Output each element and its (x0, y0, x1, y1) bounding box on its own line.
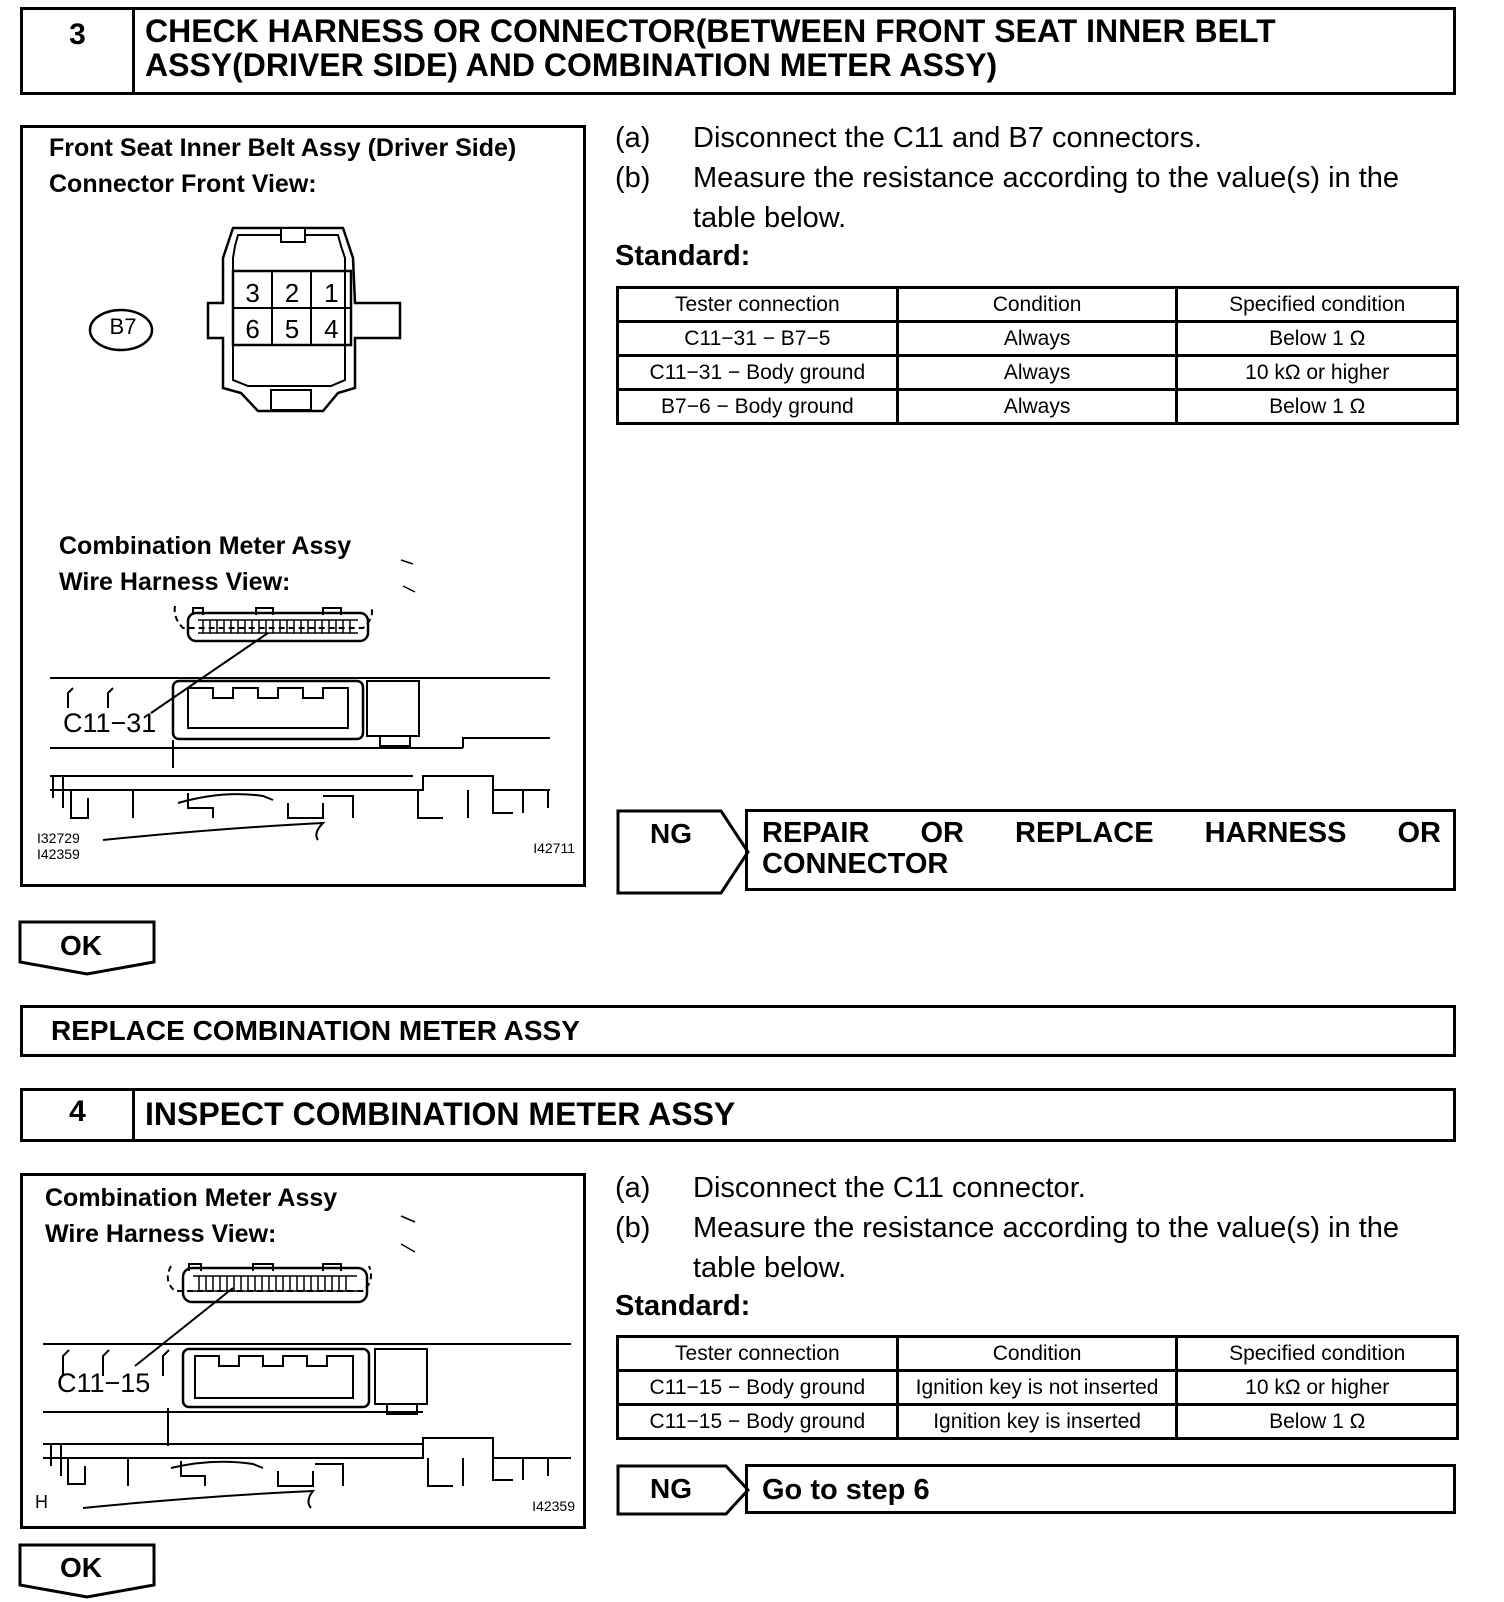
table-row: C11−15 − Body ground Ignition key is inserted Below 1 Ω (618, 1405, 1458, 1439)
table-header: Tester connection Condition Specified condition (618, 1337, 1458, 1371)
instruction-a: (a) Disconnect the C11 connector. (615, 1172, 1086, 1204)
ok-label: OK (60, 930, 102, 961)
connector-latch (281, 228, 305, 242)
meter-socket (173, 681, 363, 739)
step-number: 4 (23, 1091, 135, 1139)
pins-top-row (233, 278, 351, 309)
ng-action-line1: REPAIR OR REPLACE HARNESS OR (762, 817, 1441, 849)
ng-label: NG (650, 818, 692, 849)
step-title: INSPECT COMBINATION METER ASSY (145, 1096, 736, 1132)
pin-5: 5 (284, 314, 300, 344)
replace-result-box: REPLACE COMBINATION METER ASSY (20, 1005, 1456, 1057)
terminal-label: C11−31 (63, 708, 157, 738)
pin-1: 1 (324, 278, 339, 308)
pin-4: 4 (324, 314, 339, 344)
table-row: C11−31 − Body ground Always 10 kΩ or higher (618, 356, 1458, 390)
terminal-leader (151, 633, 268, 713)
figure-label-meter: Combination Meter Assy Wire Harness View: (45, 1184, 338, 1248)
spec-table-step4 (616, 1335, 1459, 1440)
instruction-a: (a) Disconnect the C11 and B7 connectors. (615, 122, 1202, 154)
harness-pins (193, 1276, 357, 1291)
table-row: B7−6 − Body ground Always Below 1 Ω (618, 390, 1458, 424)
step-3-figure (20, 125, 586, 887)
pin-3: 3 (245, 278, 260, 308)
step-3-header (20, 7, 1456, 95)
pins-bottom-row (233, 314, 351, 345)
step-number: 3 (23, 10, 135, 92)
ng-action-box (745, 809, 1456, 891)
spec-table-step3 (616, 286, 1459, 425)
ng-action-box: Go to step 6 (745, 1464, 1456, 1514)
table-row: C11−15 − Body ground Ignition key is not inserted 10 kΩ or higher (618, 1371, 1458, 1405)
ng-action-line2: CONNECTOR (762, 848, 949, 880)
step-4-header (20, 1088, 1456, 1142)
figure-code-h: H (35, 1492, 48, 1512)
pin-6: 6 (245, 314, 260, 344)
ng-label: NG (650, 1473, 692, 1504)
standard-label: Standard: (615, 1290, 751, 1322)
harness-pins (198, 620, 358, 633)
figure-label-belt: Front Seat Inner Belt Assy (Driver Side) Connector Front View: (49, 134, 517, 198)
standard-label: Standard: (615, 240, 751, 272)
terminal-label: C11−15 (57, 1368, 151, 1398)
figure-code-c: I42359 (532, 1498, 575, 1514)
connector-diagram (23, 128, 583, 884)
step-4-figure (20, 1173, 586, 1529)
figure-label-meter: Combination Meter Assy Wire Harness View: (59, 532, 352, 596)
figure-code-a: I32729 (37, 830, 80, 846)
step-title: CHECK HARNESS OR CONNECTOR(BETWEEN FRONT SEAT INNER BELT ASSY(DRIVER SIDE) AND COMBINATION METER ASSY) (145, 13, 1276, 83)
figure-code-c: I42711 (533, 840, 575, 856)
connector-id: B7 (109, 314, 137, 339)
figure-code-b: I42359 (37, 846, 80, 862)
pin-2: 2 (284, 278, 300, 308)
ok-label: OK (60, 1552, 102, 1583)
table-header: Tester connection Condition Specified condition (618, 288, 1458, 322)
table-row: C11−31 − B7−5 Always Below 1 Ω (618, 322, 1458, 356)
instruction-b: (b) Measure the resistance according to the value(s) in the table below. (615, 1212, 1400, 1284)
instruction-b: (b) Measure the resistance according to the value(s) in the table below. (615, 162, 1400, 234)
